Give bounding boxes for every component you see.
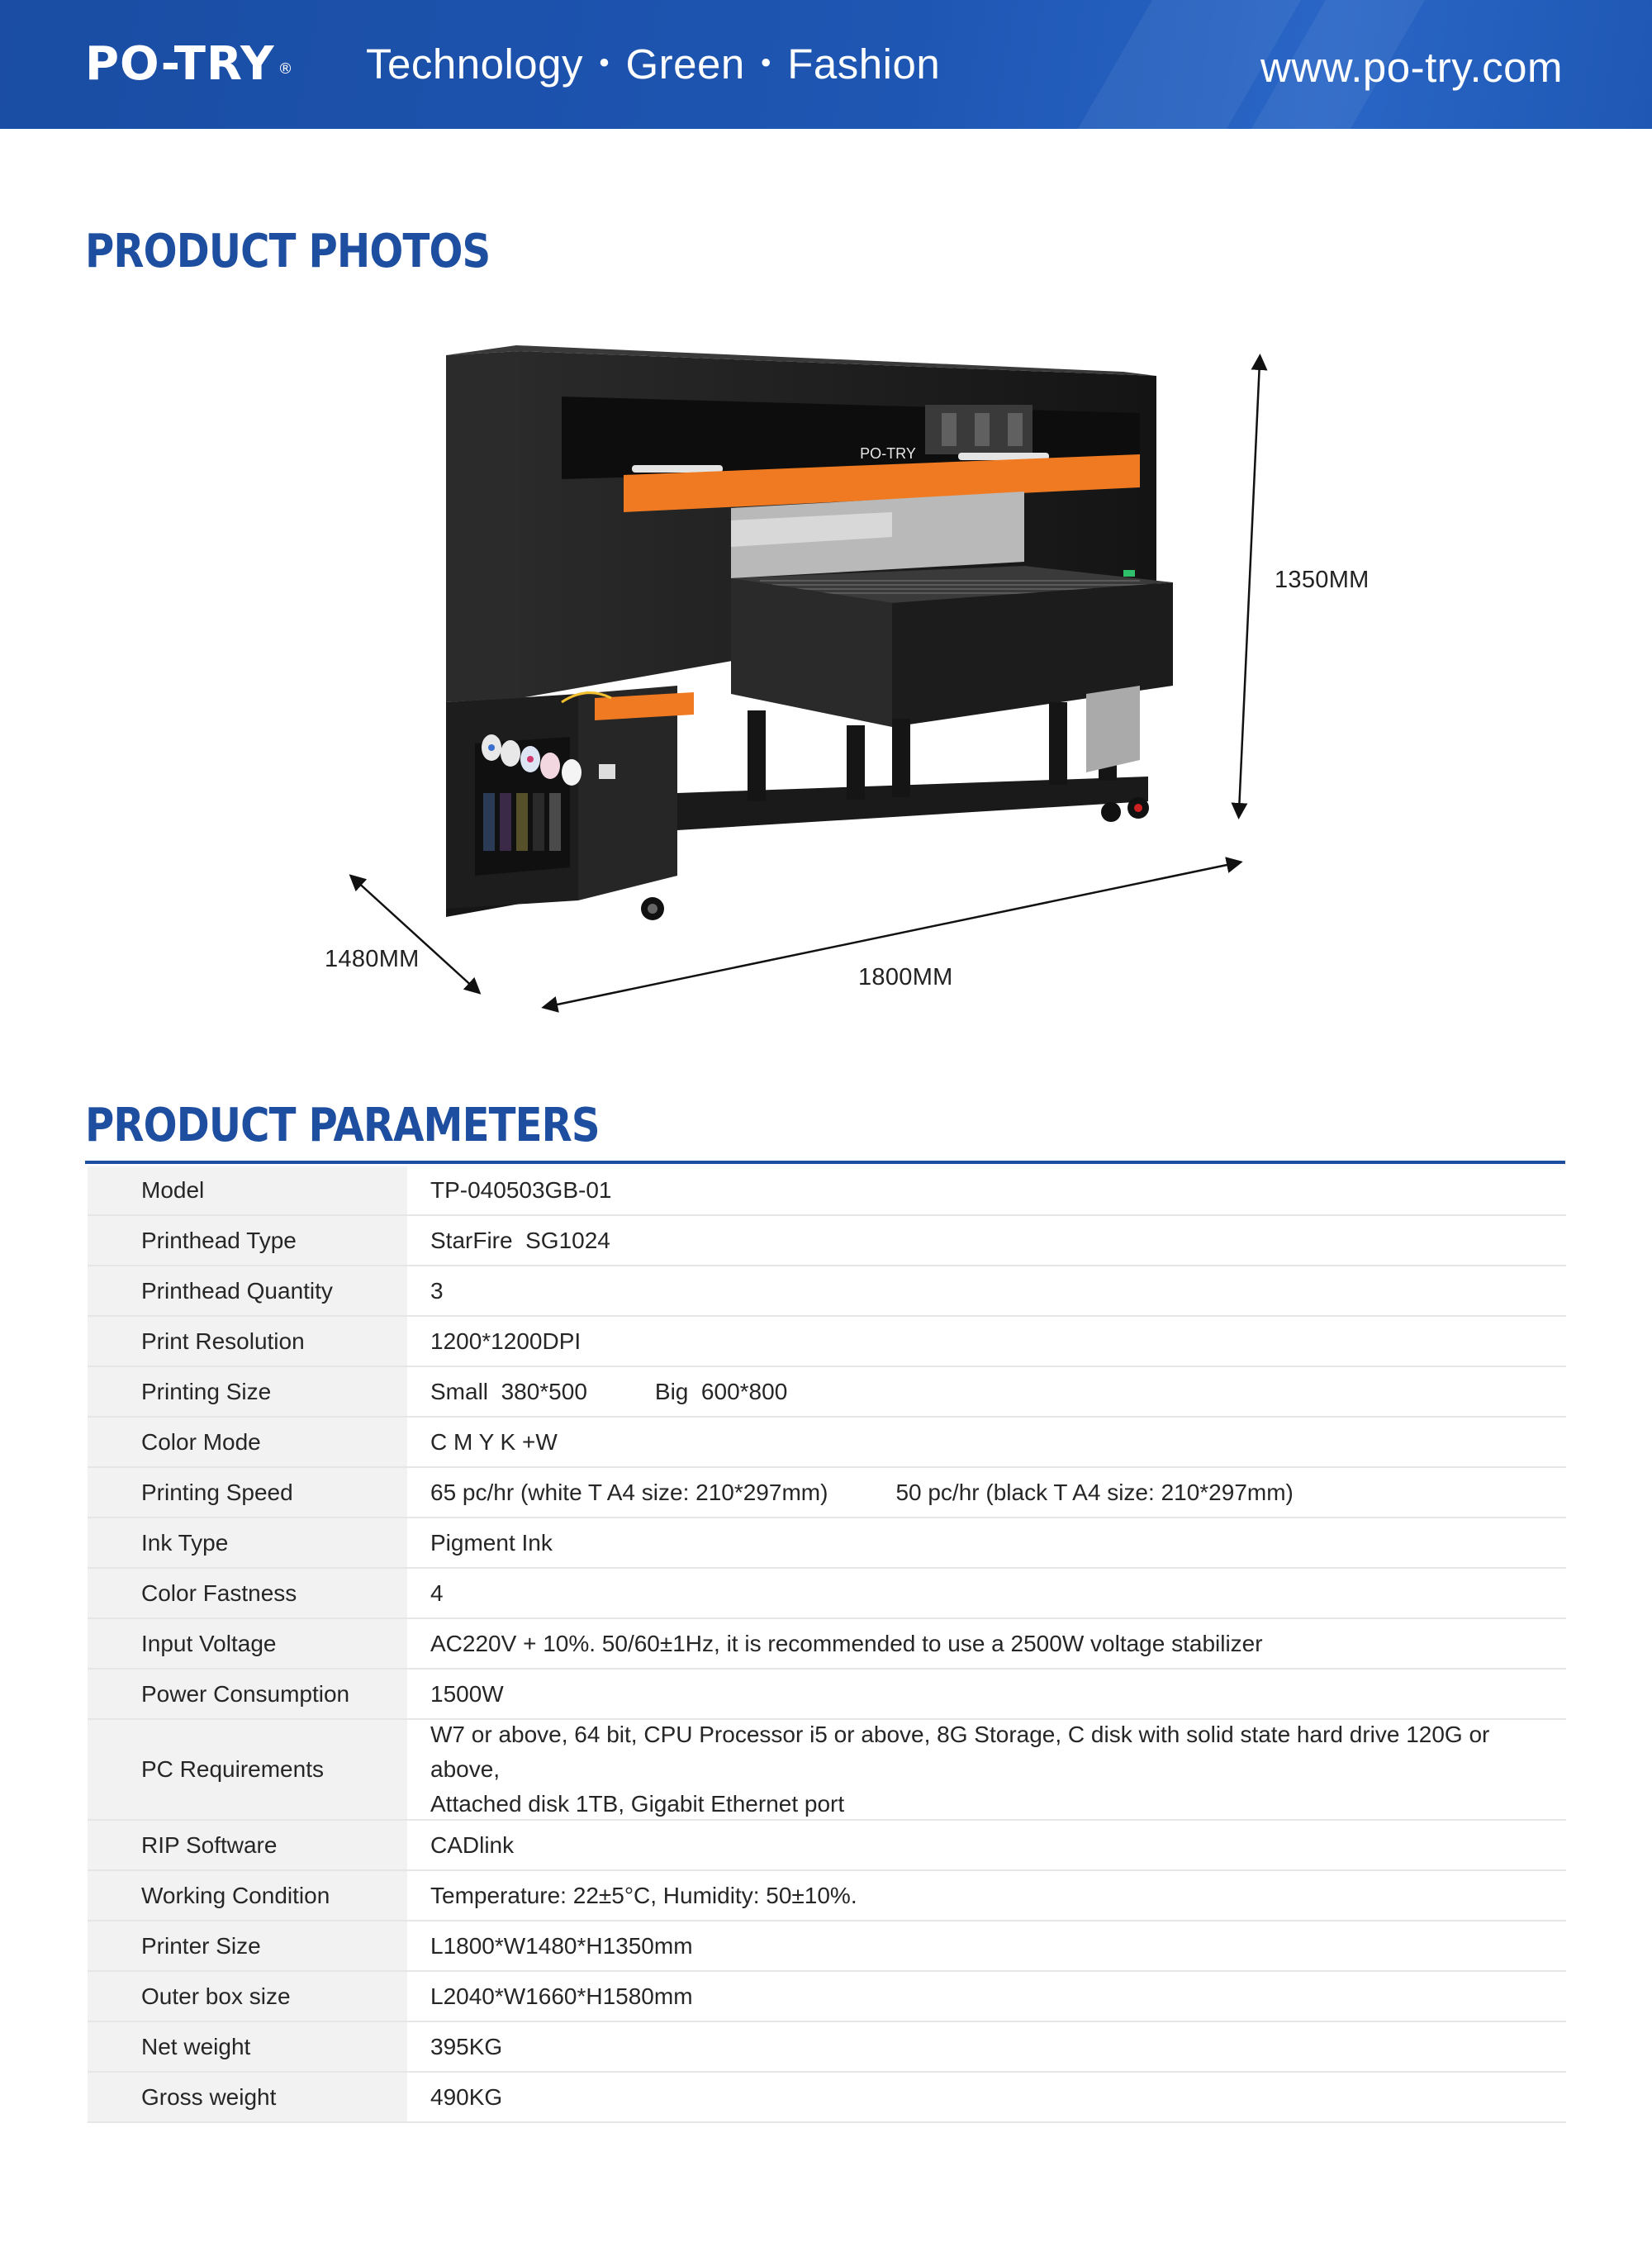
param-value: 1500W xyxy=(430,1680,504,1707)
printing-speed-white: 65 pc/hr (white T A4 size: 210*297mm) xyxy=(430,1479,828,1505)
param-label: Ink Type xyxy=(88,1518,407,1567)
pc-requirements-line-1: W7 or above, 64 bit, CPU Processor i5 or above, 8G Storage, C disk with solid state hard drive 120G or above, xyxy=(430,1722,1490,1782)
table-row xyxy=(88,1518,1566,1569)
title-divider xyxy=(85,1161,1565,1164)
param-label: Printhead Quantity xyxy=(88,1266,407,1315)
tagline: Technology・Green・Fashion xyxy=(366,40,941,88)
param-label: Working Condition xyxy=(88,1871,407,1920)
param-label: Printing Size xyxy=(88,1367,407,1416)
printing-speed-black: 50 pc/hr (black T A4 size: 210*297mm) xyxy=(895,1479,1294,1505)
param-value: 490KG xyxy=(430,2083,503,2110)
table-row xyxy=(88,1871,1566,1921)
param-value: TP-040503GB-01 xyxy=(430,1177,612,1203)
table-row xyxy=(88,1468,1566,1518)
depth-dimension-label: 1480MM xyxy=(325,946,420,972)
printing-size-big: Big 600*800 xyxy=(654,1378,788,1404)
param-value: 395KG xyxy=(430,2033,503,2059)
printer-logo: PO-TRY xyxy=(860,445,916,462)
param-value: C M Y K +W xyxy=(430,1428,558,1455)
param-value xyxy=(407,1717,1566,1822)
param-value xyxy=(407,1475,1566,1510)
param-value: Pigment Ink xyxy=(430,1529,553,1556)
table-row xyxy=(88,2022,1566,2073)
param-label: Print Resolution xyxy=(88,1317,407,1366)
table-row xyxy=(88,1317,1566,1367)
table-row xyxy=(88,1166,1566,1216)
table-row xyxy=(88,2073,1566,2123)
param-label: Gross weight xyxy=(88,2073,407,2121)
brand-name: PO-TRY xyxy=(85,37,275,91)
table-row xyxy=(88,1569,1566,1619)
brand-logo xyxy=(85,36,294,93)
param-label: Printhead Type xyxy=(88,1216,407,1265)
table-row xyxy=(88,1921,1566,1972)
param-label: Color Fastness xyxy=(88,1569,407,1617)
param-label: Printer Size xyxy=(88,1921,407,1970)
table-row xyxy=(88,1821,1566,1871)
param-value: L2040*W1660*H1580mm xyxy=(430,1983,693,2009)
param-label: Input Voltage xyxy=(88,1619,407,1668)
param-label: Model xyxy=(88,1166,407,1214)
param-label: Printing Speed xyxy=(88,1468,407,1517)
param-value: 3 xyxy=(430,1277,444,1304)
param-value: 1200*1200DPI xyxy=(430,1328,582,1354)
param-label: PC Requirements xyxy=(88,1720,407,1819)
table-row xyxy=(88,1720,1566,1821)
parameters-table xyxy=(88,1166,1566,2123)
param-value: CADlink xyxy=(430,1831,515,1858)
table-row xyxy=(88,1619,1566,1670)
param-value xyxy=(407,1375,1566,1409)
length-dimension-label: 1800MM xyxy=(858,964,953,990)
table-row xyxy=(88,1972,1566,2022)
param-value: StarFire SG1024 xyxy=(430,1227,610,1253)
height-dimension-label: 1350MM xyxy=(1275,567,1370,593)
param-value: 4 xyxy=(430,1579,444,1606)
param-label: Net weight xyxy=(88,2022,407,2071)
table-row xyxy=(88,1216,1566,1266)
param-value: Temperature: 22±5°C, Humidity: 50±10%. xyxy=(430,1882,857,1908)
printer-illustration xyxy=(314,330,1421,1041)
printer-machine xyxy=(446,345,1173,920)
param-label: Outer box size xyxy=(88,1972,407,2021)
section-title-parameters: PRODUCT PARAMETERS xyxy=(85,1099,600,1152)
table-row xyxy=(88,1367,1566,1418)
website-link[interactable]: www.po-try.com xyxy=(1260,44,1563,91)
registered-mark: ® xyxy=(278,60,294,78)
printing-size-small: Small 380*500 xyxy=(430,1378,587,1404)
table-row xyxy=(88,1418,1566,1468)
section-title-photos: PRODUCT PHOTOS xyxy=(85,225,491,278)
param-value: L1800*W1480*H1350mm xyxy=(430,1932,693,1959)
header-bar xyxy=(0,0,1652,129)
table-row xyxy=(88,1266,1566,1317)
param-label: Power Consumption xyxy=(88,1670,407,1718)
param-label: RIP Software xyxy=(88,1821,407,1869)
table-row xyxy=(88,1670,1566,1720)
param-label: Color Mode xyxy=(88,1418,407,1466)
param-value: AC220V + 10%. 50/60±1Hz, it is recommended to use a 2500W voltage stabilizer xyxy=(430,1630,1263,1656)
pc-requirements-line-2: Attached disk 1TB, Gigabit Ethernet port xyxy=(430,1791,845,1817)
